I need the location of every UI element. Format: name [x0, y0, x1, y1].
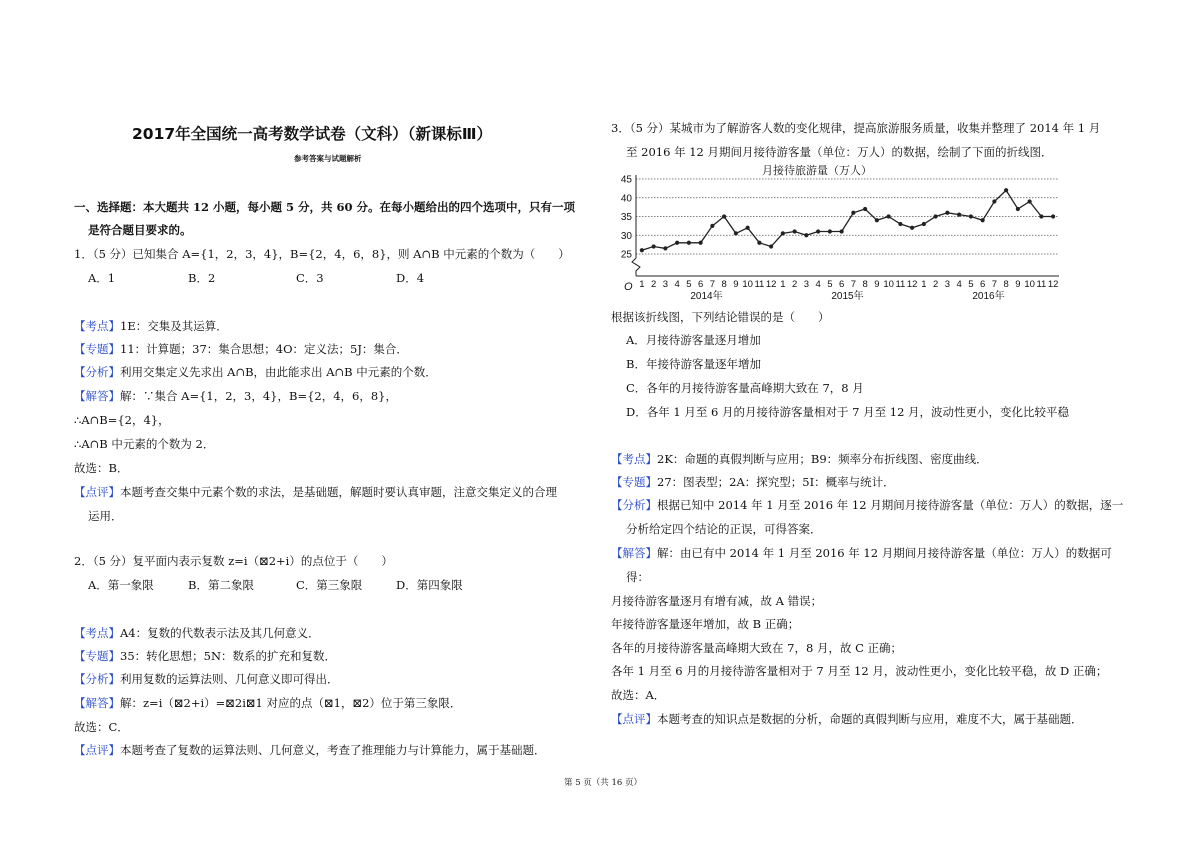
data-point — [1028, 199, 1032, 203]
x-tick-label: 2 — [791, 279, 798, 290]
data-point — [722, 214, 726, 218]
q2-option-b: B．第二象限 — [188, 578, 254, 592]
x-tick-label: 10 — [742, 279, 753, 290]
data-point — [1051, 214, 1055, 218]
q1-stem: 1．（5 分）已知集合 A={1，2，3，4}，B={2，4，6，8}，则 A∩B 中元素的个数为（ ） — [74, 247, 570, 261]
x-tick-label: 7 — [991, 279, 998, 290]
origin-label: O — [624, 281, 633, 293]
data-point — [640, 248, 644, 252]
series-line — [642, 190, 1053, 250]
q3-line-b: 年接待游客量逐年增加，故 B 正确； — [611, 617, 800, 631]
q3-zhuanti-text: 27：图表型；2A：探究型；5I：概率与统计． — [657, 475, 895, 489]
y-tick-label-25: 25 — [620, 249, 632, 261]
q1-zhuanti-text: 11：计算题；37：集合思想；4O：定义法；5J：集合． — [120, 342, 408, 356]
x-tick-label: 3 — [662, 279, 669, 290]
q2-choose: 故选：C． — [74, 720, 129, 734]
q2-zhuanti — [74, 649, 336, 663]
data-point — [757, 241, 761, 245]
q3-jieda-cont: 得： — [626, 570, 649, 584]
q3-zhuanti-tag: 【专题】 — [611, 475, 657, 489]
q3-question: 根据该折线图，下列结论错误的是（ ） — [611, 310, 830, 324]
data-point — [969, 214, 973, 218]
data-point — [816, 229, 820, 233]
q3-choose: 故选：A． — [611, 688, 666, 702]
y-tick-label-30: 30 — [620, 230, 632, 242]
q1-jieda-text: 解：∵集合 A={1，2，3，4}，B={2，4，6，8}， — [120, 389, 397, 403]
x-tick-label: 2 — [932, 279, 939, 290]
x-tick-label: 6 — [979, 279, 986, 290]
y-tick-label-45: 45 — [620, 174, 632, 186]
q1-dianping-text: 本题考查交集中元素个数的求法，是基础题，解题时要认真审题，注意交集定义的合理 — [120, 485, 557, 499]
x-tick-label: 1 — [639, 279, 645, 290]
x-tick-label: 7 — [850, 279, 857, 290]
q1-option-b: B．2 — [188, 271, 216, 285]
data-point — [652, 244, 656, 248]
q3-dianping-text: 本题考查的知识点是数据的分析，命题的真假判断与应用，难度不大，属于基础题． — [657, 712, 1083, 726]
q1-option-d: D．4 — [396, 271, 425, 285]
q1-fenxi-text: 利用交集定义先求出 A∩B，由此能求出 A∩B 中元素的个数． — [120, 365, 437, 379]
section-heading-line2: 是符合题目要求的。 — [88, 223, 192, 237]
q3-kaodian-tag: 【考点】 — [611, 452, 657, 466]
x-tick-label: 7 — [709, 279, 716, 290]
x-tick-label: 6 — [838, 279, 845, 290]
x-tick-label: 6 — [697, 279, 704, 290]
q3-fenxi-tag: 【分析】 — [611, 498, 657, 512]
x-tick-label: 8 — [862, 279, 868, 290]
data-point — [981, 218, 985, 222]
q3-jieda-text: 解：由已有中 2014 年 1 月至 2016 年 12 月期间月接待游客量（单位：万人）的数据可 — [657, 546, 1112, 560]
x-tick-label: 9 — [1015, 279, 1021, 290]
data-point — [898, 222, 902, 226]
x-tick-label: 10 — [1024, 279, 1035, 290]
year-label: 2016年 — [972, 291, 1005, 302]
q3-line-c: 各年的月接待游客量高峰期大致在 7，8 月，故 C 正确； — [611, 641, 903, 655]
q1-kaodian — [74, 319, 228, 333]
q3-line-a: 月接待游客量逐月有增有减，故 A 错误； — [611, 594, 823, 608]
tourist-line-chart — [606, 160, 1070, 306]
data-point — [675, 241, 679, 245]
y-axis-break-zigzag — [632, 258, 640, 276]
q3-stem-line2: 至 2016 年 12 月期间月接待游客量（单位：万人）的数据，绘制了下面的折线图． — [626, 145, 1053, 159]
q3-dianping — [611, 712, 1083, 726]
q3-fenxi — [611, 498, 1123, 512]
x-tick-label: 5 — [686, 279, 692, 290]
q1-kaodian-text: 1E：交集及其运算． — [120, 319, 228, 333]
x-tick-label: 10 — [883, 279, 894, 290]
q1-choose: 故选：B． — [74, 461, 129, 475]
data-point — [910, 226, 914, 230]
q2-dianping-text: 本题考查了复数的运算法则、几何意义，考查了推理能力与计算能力，属于基础题． — [120, 743, 546, 757]
q2-fenxi — [74, 672, 339, 686]
x-tick-label: 9 — [733, 279, 739, 290]
data-point — [851, 211, 855, 215]
data-point — [710, 224, 714, 228]
q1-jieda — [74, 389, 397, 403]
q2-dianping-tag: 【点评】 — [74, 743, 120, 757]
q3-option-d: D．各年 1 月至 6 月的月接待游客量相对于 7 月至 12 月，波动性更小，变化比较平稳 — [626, 405, 1070, 419]
data-point — [828, 229, 832, 233]
q2-jieda — [74, 696, 461, 710]
x-tick-label: 9 — [874, 279, 880, 290]
data-point — [887, 214, 891, 218]
page-subtitle: 参考答案与试题解析 — [294, 154, 362, 163]
q2-stem: 2．（5 分）复平面内表示复数 z=i（⊠2+i）的点位于（ ） — [74, 554, 393, 568]
q1-dianping-cont: 运用． — [88, 509, 123, 523]
q2-kaodian — [74, 626, 320, 640]
x-tick-label: 4 — [956, 279, 962, 290]
q2-jieda-tag: 【解答】 — [74, 696, 120, 710]
data-point — [699, 241, 703, 245]
q1-jieda-tag: 【解答】 — [74, 389, 120, 403]
data-point — [934, 214, 938, 218]
q1-step1: ∴A∩B={2，4}， — [74, 413, 170, 427]
data-point — [957, 213, 961, 217]
q3-dianping-tag: 【点评】 — [611, 712, 657, 726]
q1-dianping — [74, 485, 557, 499]
q3-kaodian-text: 2K：命题的真假判断与应用；B9：频率分布折线图、密度曲线． — [657, 452, 988, 466]
page-title: 2017年全国统一高考数学试卷（文科）（新课标Ⅲ） — [132, 125, 493, 143]
q2-jieda-text: 解：z=i（⊠2+i）=⊠2i⊠1 对应的点（⊠1，⊠2）位于第三象限． — [120, 696, 462, 710]
data-point — [945, 211, 949, 215]
x-tick-label: 11 — [754, 279, 765, 290]
q2-kaodian-text: A4：复数的代数表示法及其几何意义． — [120, 626, 320, 640]
data-point — [663, 246, 667, 250]
q3-option-b: B．年接待游客量逐年增加 — [626, 357, 761, 371]
data-point — [746, 226, 750, 230]
x-tick-label: 4 — [815, 279, 821, 290]
x-tick-label: 12 — [1047, 279, 1059, 290]
x-tick-label: 5 — [827, 279, 833, 290]
data-point — [1004, 188, 1008, 192]
x-tick-label: 4 — [674, 279, 680, 290]
q2-kaodian-tag: 【考点】 — [74, 626, 120, 640]
q3-line-d: 各年 1 月至 6 月的月接待游客量相对于 7 月至 12 月，波动性更小，变化比较平稳，故 D 正确； — [611, 664, 1108, 678]
q1-fenxi-tag: 【分析】 — [74, 365, 120, 379]
q3-option-c: C．各年的月接待游客量高峰期大致在 7，8 月 — [626, 381, 864, 395]
q3-jieda-tag: 【解答】 — [611, 546, 657, 560]
q2-option-d: D．第四象限 — [396, 578, 463, 592]
x-tick-label: 2 — [650, 279, 657, 290]
data-point — [840, 229, 844, 233]
q1-step2: ∴A∩B 中元素的个数为 2． — [74, 437, 215, 451]
q3-jieda — [611, 546, 1112, 560]
q2-zhuanti-tag: 【专题】 — [74, 649, 120, 663]
x-tick-label: 11 — [1036, 279, 1047, 290]
q3-option-a: A．月接待游客量逐月增加 — [626, 333, 761, 347]
chart-title: 月接待旅游量（万人） — [762, 165, 872, 177]
q1-zhuanti-tag: 【专题】 — [74, 342, 120, 356]
q2-option-a: A．第一象限 — [88, 578, 154, 592]
q1-option-c: C．3 — [296, 271, 324, 285]
data-point — [1016, 207, 1020, 211]
y-tick-label-35: 35 — [620, 212, 632, 223]
data-point — [992, 199, 996, 203]
data-point — [734, 231, 738, 235]
x-tick-label: 8 — [721, 279, 727, 290]
q3-stem-line1: 3．（5 分）某城市为了解游客人数的变化规律，提高旅游服务质量，收集并整理了 2014 年 1 月 — [611, 121, 1101, 135]
q1-kaodian-tag: 【考点】 — [74, 319, 120, 333]
data-point — [793, 229, 797, 233]
x-tick-label: 1 — [921, 279, 927, 290]
page-footer: 第 5 页（共 16 页） — [564, 778, 643, 788]
x-tick-label: 3 — [944, 279, 951, 290]
x-tick-label: 12 — [906, 279, 918, 290]
x-tick-label: 12 — [765, 279, 777, 290]
year-label: 2014年 — [690, 291, 723, 302]
x-tick-label: 8 — [1003, 279, 1009, 290]
q3-kaodian — [611, 452, 988, 466]
x-tick-label: 5 — [968, 279, 974, 290]
year-label: 2015年 — [831, 291, 864, 302]
q1-dianping-tag: 【点评】 — [74, 485, 120, 499]
data-point — [922, 222, 926, 226]
data-point — [804, 233, 808, 237]
q2-fenxi-tag: 【分析】 — [74, 672, 120, 686]
data-point — [769, 244, 773, 248]
q2-dianping — [74, 743, 546, 757]
q3-fenxi-cont: 分析给定四个结论的正误，可得答案． — [626, 522, 822, 536]
x-tick-label: 11 — [895, 279, 906, 290]
q2-fenxi-text: 利用复数的运算法则、几何意义即可得出． — [120, 672, 339, 686]
q1-option-a: A．1 — [88, 271, 116, 285]
q1-fenxi — [74, 365, 437, 379]
data-point — [781, 231, 785, 235]
data-point — [687, 241, 691, 245]
q2-option-c: C．第三象限 — [296, 578, 363, 592]
x-tick-label: 1 — [780, 279, 786, 290]
data-point — [875, 218, 879, 222]
q1-zhuanti — [74, 342, 408, 356]
q2-zhuanti-text: 35：转化思想；5N：数系的扩充和复数． — [120, 649, 337, 663]
q3-zhuanti — [611, 475, 895, 489]
x-tick-label: 3 — [803, 279, 810, 290]
q3-fenxi-text: 根据已知中 2014 年 1 月至 2016 年 12 月期间月接待游客量（单位：万人）的数据，逐一 — [657, 498, 1124, 512]
data-point — [863, 207, 867, 211]
y-tick-label-40: 40 — [620, 193, 632, 205]
section-heading-line1: 一、选择题：本大题共 12 小题，每小题 5 分，共 60 分。在每小题给出的四个选项中，只有一项 — [74, 200, 576, 214]
data-point — [1039, 214, 1043, 218]
